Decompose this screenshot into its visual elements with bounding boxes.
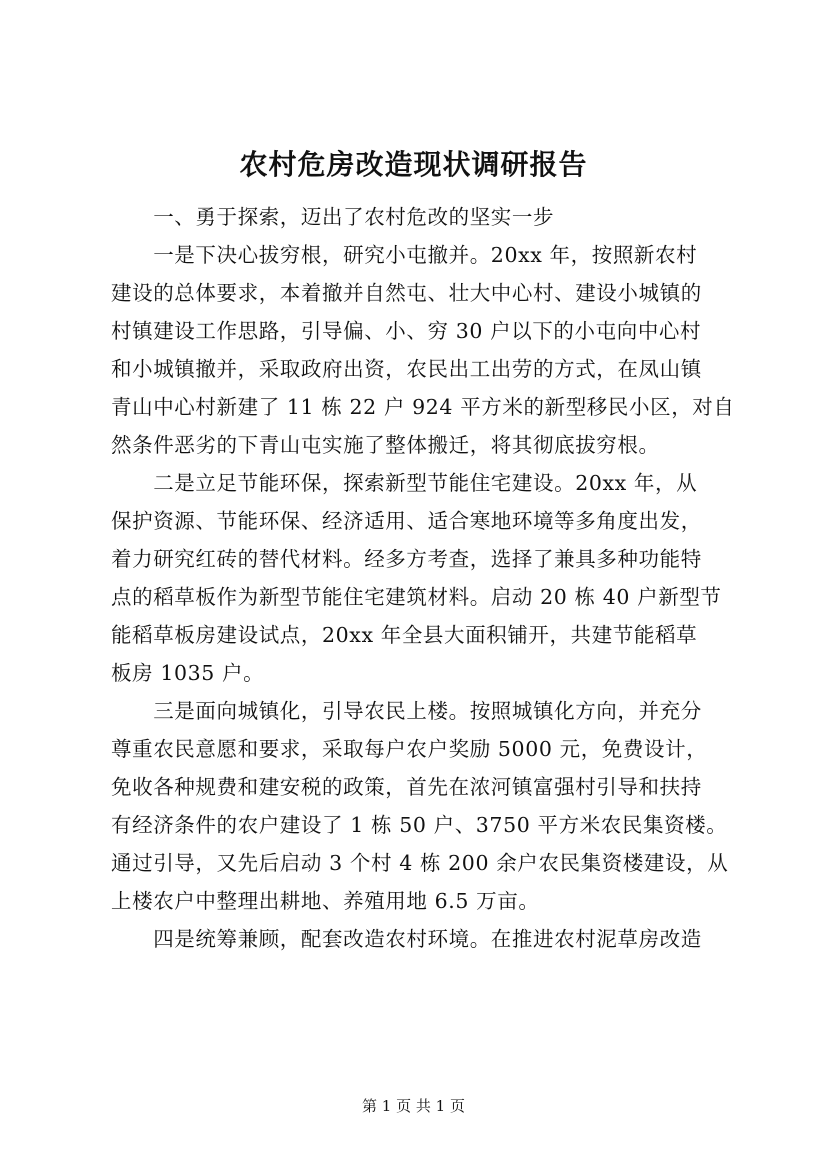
paragraph-line: 着力研究红砖的替代材料。经多方考查，选择了兼具多种功能特	[111, 547, 702, 571]
paragraph-line: 村镇建设工作思路，引导偏、小、穷 30 户以下的小屯向中心村	[111, 319, 702, 343]
paragraph-line: 免收各种规费和建安税的政策，首先在浓河镇富强村引导和扶持	[111, 775, 702, 799]
paragraph-line: 建设的总体要求，本着撤并自然屯、壮大中心村、建设小城镇的	[111, 281, 702, 305]
paragraph-line: 通过引导，又先后启动 3 个村 4 栋 200 余户农民集资楼建设，从	[111, 851, 729, 875]
paragraph-line: 点的稻草板作为新型节能住宅建筑材料。启动 20 栋 40 户新型节	[111, 585, 722, 609]
paragraph-line: 有经济条件的农户建设了 1 栋 50 户、3750 平方米农民集资楼。	[111, 813, 728, 837]
paragraph-line: 保护资源、节能环保、经济适用、适合寒地环境等多角度出发，	[111, 509, 702, 533]
paragraph-line: 一是下决心拔穷根，研究小屯撤并。20xx 年，按照新农村	[111, 243, 698, 267]
paragraph-line: 板房 1035 户。	[111, 661, 265, 685]
paragraph-line: 能稻草板房建设试点，20xx 年全县大面积铺开，共建节能稻草	[111, 623, 698, 647]
document-body	[111, 198, 735, 958]
document-title: 农村危房改造现状调研报告	[239, 148, 588, 181]
paragraph-line: 和小城镇撤并，采取政府出资，农民出工出劳的方式，在凤山镇	[111, 357, 702, 381]
paragraph-line: 三是面向城镇化，引导农民上楼。按照城镇化方向，并充分	[111, 699, 702, 723]
paragraph-line: 上楼农户中整理出耕地、养殖用地 6.5 万亩。	[111, 889, 540, 913]
paragraph-line: 一、勇于探索，迈出了农村危改的坚实一步	[111, 205, 555, 229]
page-footer: 第 1 页 共 1 页	[362, 1097, 465, 1115]
paragraph-line: 四是统筹兼顾，配套改造农村环境。在推进农村泥草房改造	[111, 927, 702, 951]
paragraph-line: 尊重农民意愿和要求，采取每户农户奖励 5000 元，免费设计，	[111, 737, 708, 761]
paragraph-line: 青山中心村新建了 11 栋 22 户 924 平方米的新型移民小区，对自	[111, 395, 735, 419]
paragraph-line: 然条件恶劣的下青山屯实施了整体搬迁，将其彻底拔穷根。	[111, 433, 660, 457]
paragraph-line: 二是立足节能环保，探索新型节能住宅建设。20xx 年，从	[111, 471, 698, 495]
